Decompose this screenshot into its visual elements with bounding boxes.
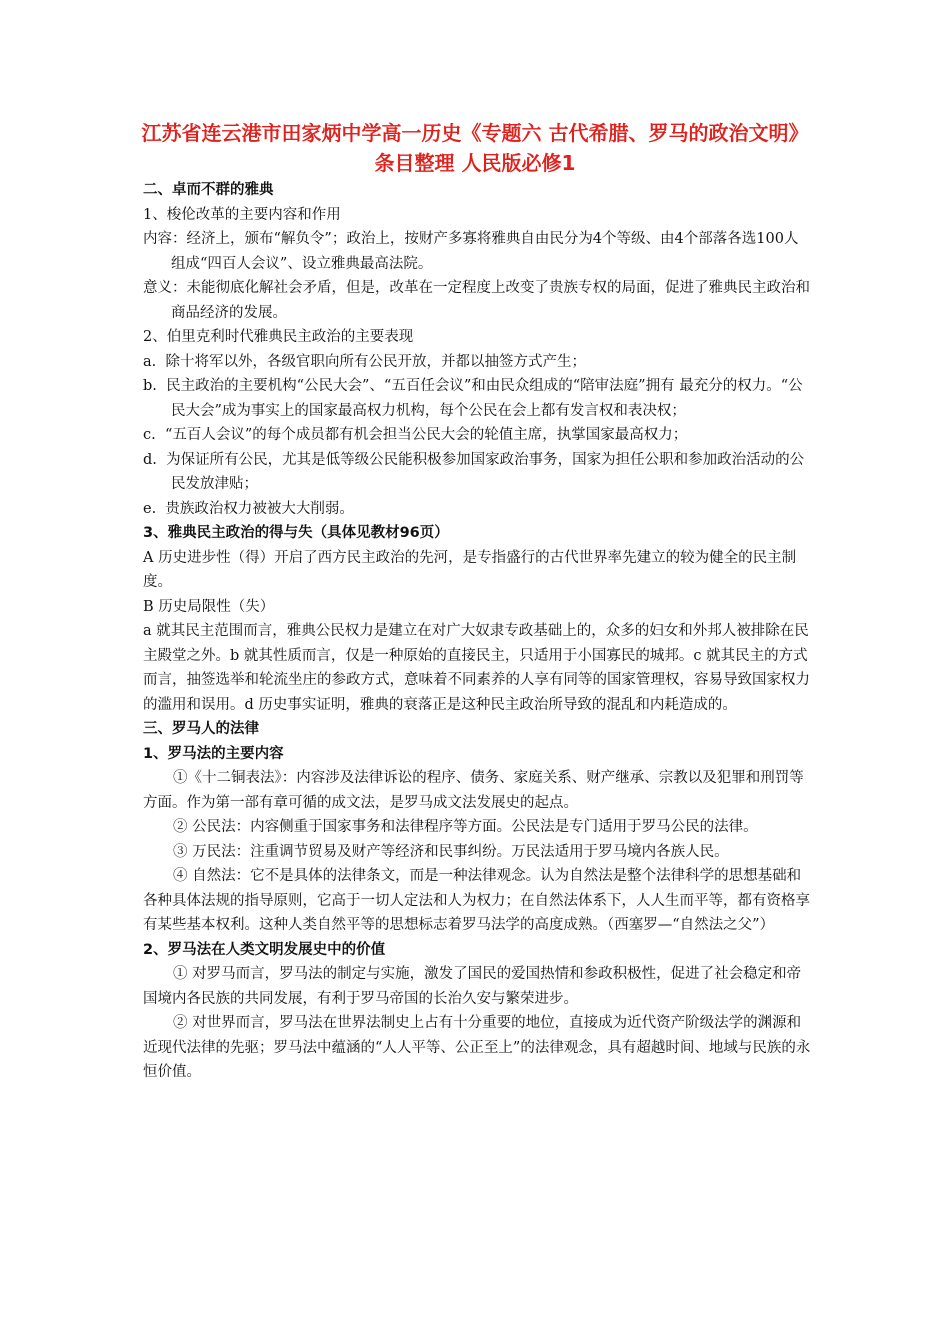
list-item: c. “五百人会议”的每个成员都有机会担当公民大会的轮值主席，执掌国家最高权力； xyxy=(143,427,688,443)
subsection-heading: 1、梭伦改革的主要内容和作用 xyxy=(143,206,341,223)
paragraph: ④ 自然法：它不是具体的法律条文，而是一种法律观念。认为自然法是整个法律科学的思想基础和各种具体法规的指导原则，它高于一切人定法和人为权力；在自然法体系下，人人生而平等，都有资格享有某些基本权利。这种人类自然平等的思想标志着罗马法学的高度成熟。（西塞罗—“自然法之父”） xyxy=(143,868,810,933)
paragraph: 内容：经济上，颁布“解负令”；政治上，按财产多寡将雅典自由民分为4个等级、由4个部落各选100人组成“四百人会议”、设立雅典最高法院。 xyxy=(143,231,799,272)
document-title: 江苏省连云港市田家炳中学高一历史《专题六 古代希腊、罗马的政治文明》条目整理 人民版必修1 xyxy=(141,121,809,175)
subsection-heading: 2、伯里克利时代雅典民主政治的主要表现 xyxy=(143,329,414,345)
paragraph: 意义：未能彻底化解社会矛盾，但是，改革在一定程度上改变了贵族专权的局面，促进了雅典民主政治和商品经济的发展。 xyxy=(143,280,810,321)
paragraph: ① 对罗马而言，罗马法的制定与实施，激发了国民的爱国热情和参政积极性，促进了社会稳定和帝国境内各民族的共同发展，有利于罗马帝国的长治久安与繁荣进步。 xyxy=(143,966,802,1007)
paragraph: A 历史进步性（得）开启了西方民主政治的先河，是专指盛行的古代世界率先建立的较为健全的民主制度。 xyxy=(143,549,797,590)
subsection-heading: 3、雅典民主政治的得与失（具体见教材96页） xyxy=(143,525,449,541)
subsection-heading: 1、罗马法的主要内容 xyxy=(143,745,284,762)
list-item: d. 为保证所有公民，尤其是低等级公民能积极参加国家政治事务，国家为担任公职和参加政治活动的公民发放津贴； xyxy=(143,451,805,492)
list-item: a. 除十将军以外，各级官职向所有公民开放，并都以抽签方式产生； xyxy=(143,353,586,370)
paragraph: ①《十二铜表法》：内容涉及法律诉讼的程序、债务、家庭关系、财产继承、宗教以及犯罪和刑罚等方面。作为第一部有章可循的成文法，是罗马成文法发展史的起点。 xyxy=(143,770,804,811)
list-item: b. 民主政治的主要机构“公民大会”、“五百任会议”和由民众组成的“陪审法庭”拥有 最充分的权力。“公民大会”成为事实上的国家最高权力机构，每个公民在会上都有发言权和表决权； xyxy=(143,378,803,419)
paragraph: a 就其民主范围而言，雅典公民权力是建立在对广大奴隶专政基础上的，众多的妇女和外邦人被排除在民主殿堂之外。b 就其性质而言，仅是一种原始的直接民主，只适用于小国寡民的城邦。c 就其民主的方式而言，抽签选举和轮流坐庄的参政方式，意味着不同素养的人享有同等的国家管理权，容易导致国家权力的滥用和误用。d 历史事实证明，雅典的衰落正是这种民主政治所导致的混乱和内耗造成的。 xyxy=(143,623,810,713)
paragraph: ② 公民法：内容侧重于国家事务和法律程序等方面。公民法是专门适用于罗马公民的法律。 xyxy=(173,819,758,835)
subsection-heading: 2、罗马法在人类文明发展史中的价值 xyxy=(143,941,386,958)
paragraph: ③ 万民法：注重调节贸易及财产等经济和民事纠纷。万民法适用于罗马境内各族人民。 xyxy=(173,843,729,860)
paragraph: B 历史局限性（失） xyxy=(143,598,275,615)
section-heading: 三、罗马人的法律 xyxy=(143,721,259,737)
document-body xyxy=(143,178,811,1085)
section-heading: 二、卓而不群的雅典 xyxy=(143,182,274,198)
list-item: e. 贵族政治权力被被大大削弱。 xyxy=(143,500,354,517)
paragraph: ② 对世界而言，罗马法在世界法制史上占有十分重要的地位，直接成为近代资产阶级法学的渊源和近现代法律的先驱；罗马法中蕴涵的“人人平等、公正至上”的法律观念，具有超越时间、地域与民族的永恒价值。 xyxy=(143,1015,811,1080)
